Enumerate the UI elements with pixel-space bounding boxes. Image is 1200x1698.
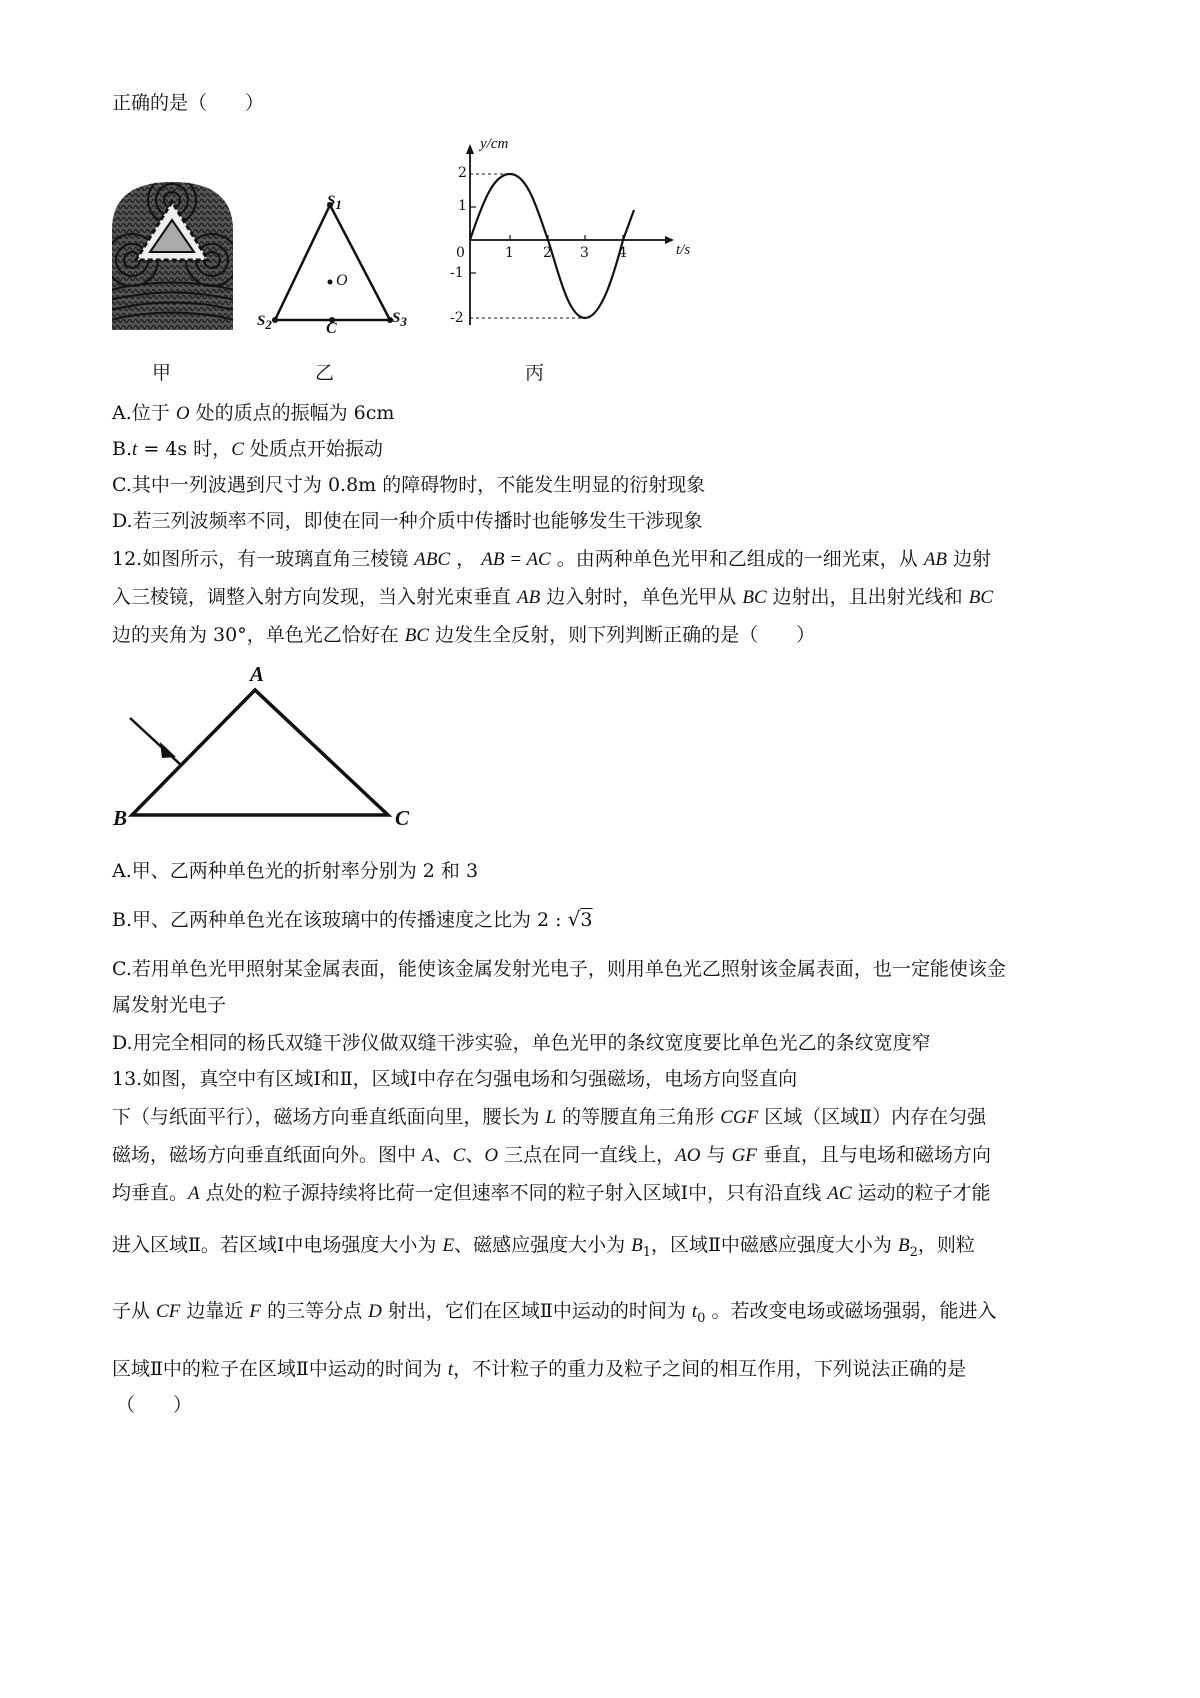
q11-option-d: D.若三列波频率不同，即使在同一种介质中传播时也能够发生干涉现象 (112, 510, 703, 532)
q11-option-c: C.其中一列波遇到尺寸为 0.8m 的障碍物时，不能发生明显的衍射现象 (112, 474, 706, 496)
q13-stem-line6: 子从 CF 边靠近 F 的三等分点 D 射出，它们在区域Ⅱ中运动的时间为 $t_0$ 。若改变电场或磁场强弱，能进入 (112, 1300, 997, 1326)
q12-option-c-line2: 属发射光电子 (112, 994, 227, 1016)
x-tick-4: 4 (618, 245, 627, 261)
point-s3-label: $S_3$ (392, 310, 407, 329)
figure-label-bing: 丙 (525, 362, 545, 384)
interference-pattern-figure (110, 180, 235, 330)
point-c-label: C (326, 320, 337, 337)
prism-figure (110, 660, 430, 830)
graph-y-label: y/cm (480, 136, 509, 152)
q11-option-a: A.位于 O 处的质点的振幅为 6cm (112, 402, 395, 424)
q13-stem-line1: 13.如图，真空中有区域Ⅰ和Ⅱ，区域Ⅰ中存在匀强电场和匀强磁场，电场方向竖直向 (112, 1068, 798, 1090)
q12-stem-line3: 边的夹角为 30°，单色光乙恰好在 BC 边发生全反射，则下列判断正确的是（ ） (112, 624, 816, 646)
q13-stem-line4: 均垂直。A 点处的粒子源持续将比荷一定但速率不同的粒子射入区域Ⅰ中，只有沿直线 AC 运动的粒子才能 (112, 1182, 991, 1204)
point-s2-label: $S_2$ (257, 313, 272, 332)
y-tick-2: 2 (458, 165, 467, 181)
q13-stem-line5: 进入区域Ⅱ。若区域Ⅰ中电场强度大小为 E、磁感应强度大小为 $B_1$，区域Ⅱ中磁感应强度大小为 $B_2$，则粒 (112, 1234, 975, 1260)
graph-x-label: t/s (676, 242, 691, 258)
point-s1-label: $S_1$ (327, 193, 342, 212)
q11-option-b: B.t = 4s 时，C 处质点开始振动 (112, 438, 383, 460)
q13-stem-line7: 区域Ⅱ中的粒子在区域Ⅱ中运动的时间为 t，不计粒子的重力及粒子之间的相互作用，下列说法正确的是 (112, 1358, 967, 1380)
q12-option-a: A.甲、乙两种单色光的折射率分别为 2 和 3 (112, 860, 479, 882)
vibration-graph (440, 140, 680, 340)
y-tick-0: 0 (456, 245, 465, 261)
q13-stem-line2: 下（与纸面平行），磁场方向垂直纸面向里，腰长为 L 的等腰直角三角形 CGF 区域（区域Ⅱ）内存在匀强 (112, 1106, 987, 1128)
prism-vertex-c: C (395, 806, 410, 830)
x-tick-2: 2 (543, 245, 552, 261)
y-tick-1: 1 (458, 198, 467, 214)
prism-vertex-b: B (113, 806, 128, 830)
q11-stem-tail: 正确的是（ ） (112, 92, 265, 114)
q13-answer-brackets: （ ） (116, 1394, 193, 1416)
x-tick-3: 3 (580, 245, 589, 261)
y-tick-neg2: -2 (450, 310, 464, 326)
q12-option-b: B.甲、乙两种单色光在该玻璃中的传播速度之比为 2 : √3 (112, 907, 593, 931)
point-o-label: O (336, 272, 348, 289)
q12-stem-line2: 入三棱镜，调整入射方向发现，当入射光束垂直 AB 边入射时，单色光甲从 BC 边射出，且出射光线和 BC (112, 586, 994, 608)
figure-label-yi: 乙 (315, 362, 335, 384)
y-tick-neg1: -1 (450, 265, 464, 281)
q12-option-c-line1: C.若用单色光甲照射某金属表面，能使该金属发射光电子，则用单色光乙照射该金属表面，也一定能使该金 (112, 958, 1006, 980)
q12-stem-line1: 12.如图所示，有一玻璃直角三棱镜 ABC ， AB = AC 。由两种单色光甲和乙组成的一细光束，从 AB 边射 (112, 548, 992, 570)
x-tick-1: 1 (505, 245, 514, 261)
q13-stem-line3: 磁场，磁场方向垂直纸面向外。图中 A、C、O 三点在同一直线上，AO 与 GF 垂直，且与电场和磁场方向 (112, 1144, 991, 1166)
figure-label-jia: 甲 (152, 362, 172, 384)
q12-option-d: D.用完全相同的杨氏双缝干涉仪做双缝干涉实验，单色光甲的条纹宽度要比单色光乙的条纹宽度窄 (112, 1032, 931, 1054)
prism-vertex-a: A (250, 662, 265, 686)
